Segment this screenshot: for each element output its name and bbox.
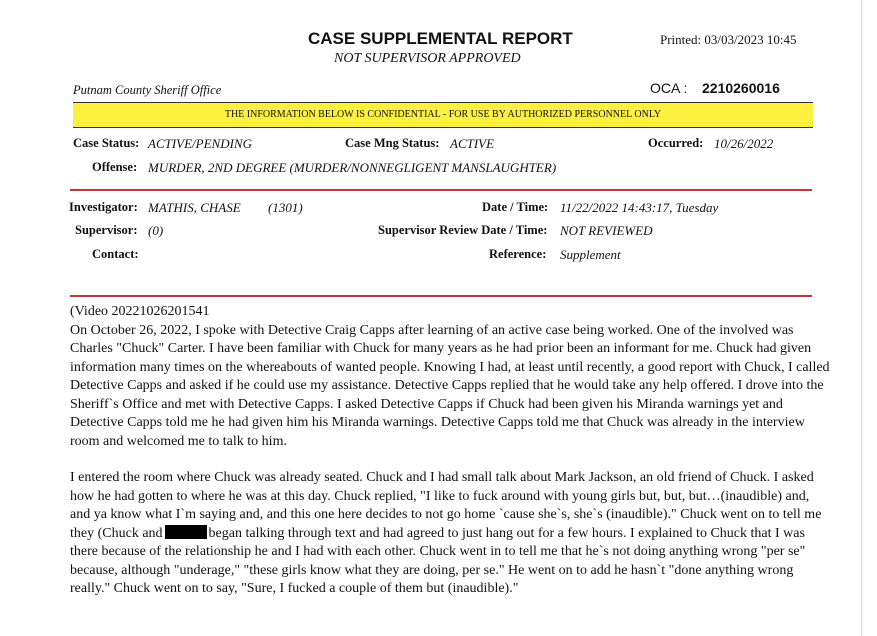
video-reference: (Video 20221026201541: [70, 304, 210, 319]
case-mng-status-label: Case Mng Status:: [345, 136, 440, 150]
supervisor-review-value: NOT REVIEWED: [560, 223, 653, 238]
printed-timestamp: Printed: 03/03/2023 10:45: [660, 32, 797, 47]
investigator-value: MATHIS, CHASE: [148, 200, 241, 215]
redaction-bar: [165, 525, 207, 539]
oca-number: 2210260016: [702, 80, 780, 96]
supervisor-label: Supervisor:: [75, 223, 138, 237]
supervisor-review-label: Supervisor Review Date / Time:: [378, 223, 548, 237]
narrative-paragraph-2-part-a: I entered the room where Chuck was already seated. Chuck and I had small talk about Mark Jackson, an old friend of Chuck. I asked how he had gotten to where he was at this day. Chuck replied, "I like to fuck around with young girls but, but, but…(inaudible) and, and ya know what I`m saying and, and this one here decides to not go home `cause she`s, she`s (inaudible)." Chuck went on to tell me they (Chuck and: [70, 470, 822, 541]
report-title: CASE SUPPLEMENTAL REPORT: [308, 29, 573, 48]
narrative-paragraph-2: [70, 469, 830, 599]
narrative: [70, 303, 830, 599]
narrative-paragraph-1: On October 26, 2022, I spoke with Detective Craig Capps after learning of an active case being worked. One of the involved was Charles "Chuck" Carter. I have been familiar with Chuck for many years as he had prior been an informant for me. Chuck had given information many times on the whereabouts of wanted people. Knowing I had, at least until recently, a good report with Chuck, I called Detective Capps and asked if he could use my assistance. Detective Capps replied that he would take any help offered. I drove into the Sheriff`s Office and met with Detective Capps. I asked Detective Capps if Chuck had been given his Miranda warnings yet and Detective Capps told me he had given him his Miranda warnings. Detective Capps told me that Chuck was already in the interview room and welcomed me to talk to him.: [70, 322, 830, 449]
case-status-label: Case Status:: [73, 136, 140, 150]
report-subtitle: NOT SUPERVISOR APPROVED: [334, 51, 521, 66]
reference-label: Reference:: [489, 247, 547, 261]
supervisor-value: (0): [148, 223, 164, 238]
occurred-value: 10/26/2022: [714, 136, 774, 151]
case-status-value: ACTIVE/PENDING: [148, 136, 252, 151]
case-mng-status-value: ACTIVE: [450, 136, 495, 151]
datetime-label: Date / Time:: [482, 200, 549, 214]
offense-label: Offense:: [92, 160, 138, 174]
section-divider: [70, 295, 812, 297]
offense-value: MURDER, 2ND DEGREE (MURDER/NONNEGLIGENT MANSLAUGHTER): [148, 160, 557, 175]
section-divider: [70, 189, 812, 191]
investigator-id: (1301): [268, 200, 303, 215]
narrative-paragraph-2-part-b: began talking through text and had agreed to just hang out for a few hours. I explained to Chuck that I was there because of the relationship he and I had with each other. Chuck went in to tell me that he`s not doing anything wrong "per se" because, although "underage," "these girls know what they are doing, per se." He went on to add he hasn`t "done anything wrong really." Chuck went on to say, "Sure, I fucked a couple of them but (inaudible).": [70, 525, 806, 596]
contact-label: Contact:: [92, 247, 139, 261]
agency-name: Putnam County Sheriff Office: [73, 83, 222, 97]
investigator-label: Investigator:: [69, 200, 138, 214]
confidential-banner: THE INFORMATION BELOW IS CONFIDENTIAL - FOR USE BY AUTHORIZED PERSONNEL ONLY: [73, 102, 813, 128]
reference-value: Supplement: [560, 247, 621, 262]
datetime-value: 11/22/2022 14:43:17, Tuesday: [560, 200, 719, 215]
oca-label: OCA :: [650, 80, 688, 96]
occurred-label: Occurred:: [648, 136, 704, 150]
